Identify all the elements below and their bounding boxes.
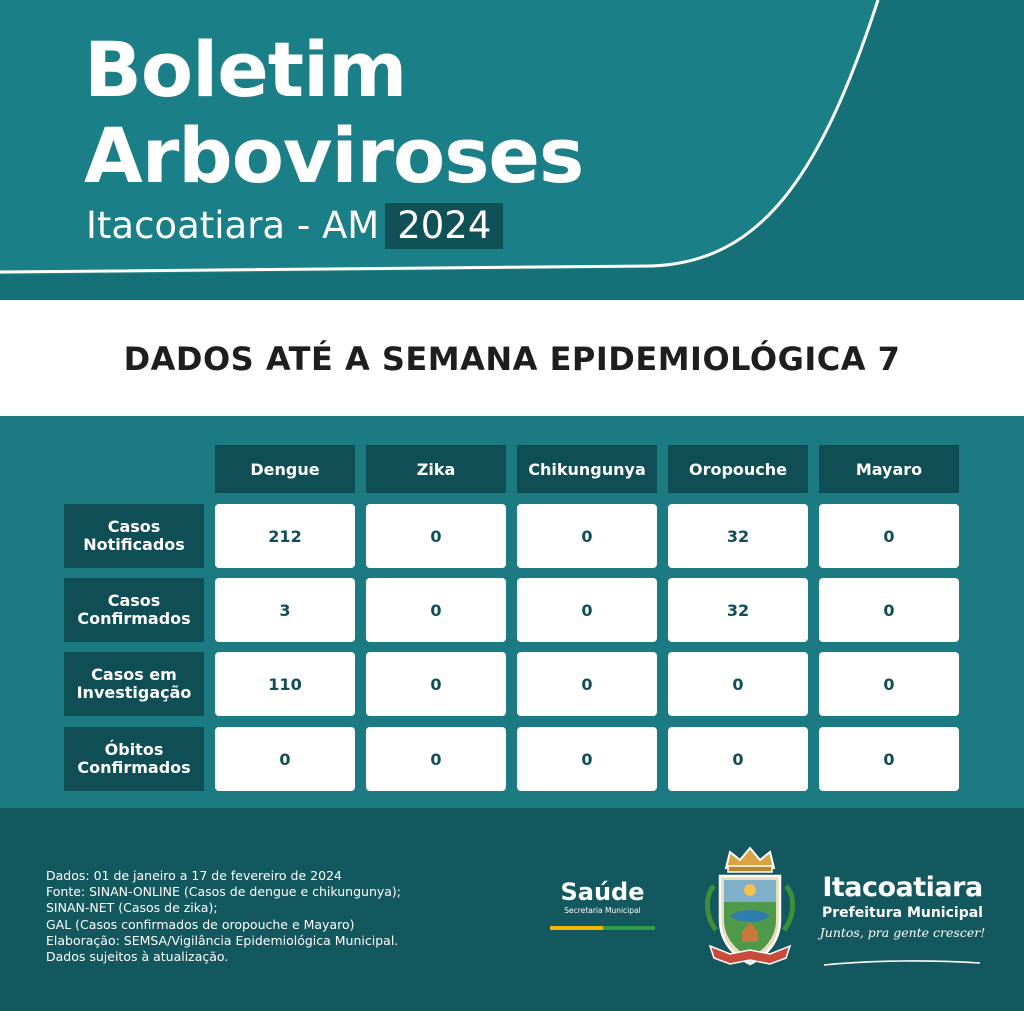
- table-cell: 212: [215, 504, 355, 568]
- slogan-underline: [822, 958, 982, 968]
- row-label-line1: Óbitos: [104, 740, 164, 759]
- banner-title: DADOS ATÉ A SEMANA EPIDEMIOLÓGICA 7: [123, 340, 901, 378]
- row-header-casos-confirmados: [64, 578, 204, 642]
- year-badge: 2024: [385, 203, 503, 249]
- note-line: SINAN-NET (Casos de zika);: [46, 900, 218, 916]
- note-line: Fonte: SINAN-ONLINE (Casos de dengue e chikungunya);: [46, 884, 402, 900]
- table-cell: 0: [517, 504, 657, 568]
- header: [0, 0, 1024, 300]
- footer-notes: [46, 868, 401, 965]
- table-cell: 0: [819, 727, 959, 791]
- row-label-line2: Investigação: [76, 683, 192, 702]
- table-cell: 110: [215, 652, 355, 716]
- table-cell: 0: [517, 652, 657, 716]
- table-cell: 0: [517, 727, 657, 791]
- column-header-dengue: Dengue: [215, 445, 355, 493]
- note-line: GAL (Casos confirmados de oropouche e Mayaro): [46, 916, 355, 932]
- table-cell: 0: [366, 578, 506, 642]
- table-cell: 0: [668, 652, 808, 716]
- table-cell: 32: [668, 504, 808, 568]
- table-cell: 0: [668, 727, 808, 791]
- saude-logo-subtitle: Secretaria Municipal: [564, 906, 641, 915]
- row-label-line2: Notificados: [83, 535, 185, 554]
- title-line-1: Boletim: [84, 25, 407, 114]
- table-cell: 0: [517, 578, 657, 642]
- row-label-line2: Confirmados: [77, 758, 191, 777]
- row-label-line2: Confirmados: [77, 609, 191, 628]
- prefeitura-slogan: Juntos, pra gente crescer!: [819, 925, 986, 940]
- table-cell: 0: [366, 727, 506, 791]
- row-label-line1: Casos: [107, 517, 161, 536]
- row-label-line1: Casos em: [91, 665, 177, 684]
- note-line: Dados sujeitos à atualização.: [46, 949, 229, 965]
- column-header-zika: Zika: [366, 445, 506, 493]
- row-header-casos-notificados: [64, 504, 204, 568]
- municipal-coat-of-arms-icon: [700, 846, 800, 968]
- saude-logo: [550, 878, 655, 916]
- row-header-casos-em-investigacao: [64, 652, 204, 716]
- table-cell: 32: [668, 578, 808, 642]
- footer-wave: [0, 806, 1024, 846]
- saude-logo-title: Saúde: [560, 878, 645, 906]
- note-line: Dados: 01 de janeiro a 17 de fevereiro de 2024: [46, 868, 342, 883]
- prefeitura-logo-title: Itacoatiara: [822, 872, 983, 903]
- table-cell: 0: [366, 504, 506, 568]
- subtitle: [86, 203, 503, 249]
- table-cell: 0: [819, 652, 959, 716]
- saude-logo-bar: [550, 926, 655, 930]
- location-text: Itacoatiara - AM: [86, 204, 380, 247]
- note-line: Elaboração: SEMSA/Vigilância Epidemiológica Municipal.: [46, 932, 399, 948]
- column-header-chikungunya: Chikungunya: [517, 445, 657, 493]
- row-label-line1: Casos: [107, 591, 161, 610]
- table-cell: 3: [215, 578, 355, 642]
- table-cell: 0: [819, 504, 959, 568]
- column-header-mayaro: Mayaro: [819, 445, 959, 493]
- table-cell: 0: [215, 727, 355, 791]
- row-header-obitos-confirmados: [64, 727, 204, 791]
- prefeitura-logo-subtitle: Prefeitura Municipal: [822, 905, 983, 921]
- table-cell: 0: [819, 578, 959, 642]
- prefeitura-logo: [810, 872, 995, 944]
- title-line-2: Arboviroses: [84, 111, 584, 200]
- table-cell: 0: [366, 652, 506, 716]
- column-header-oropouche: Oropouche: [668, 445, 808, 493]
